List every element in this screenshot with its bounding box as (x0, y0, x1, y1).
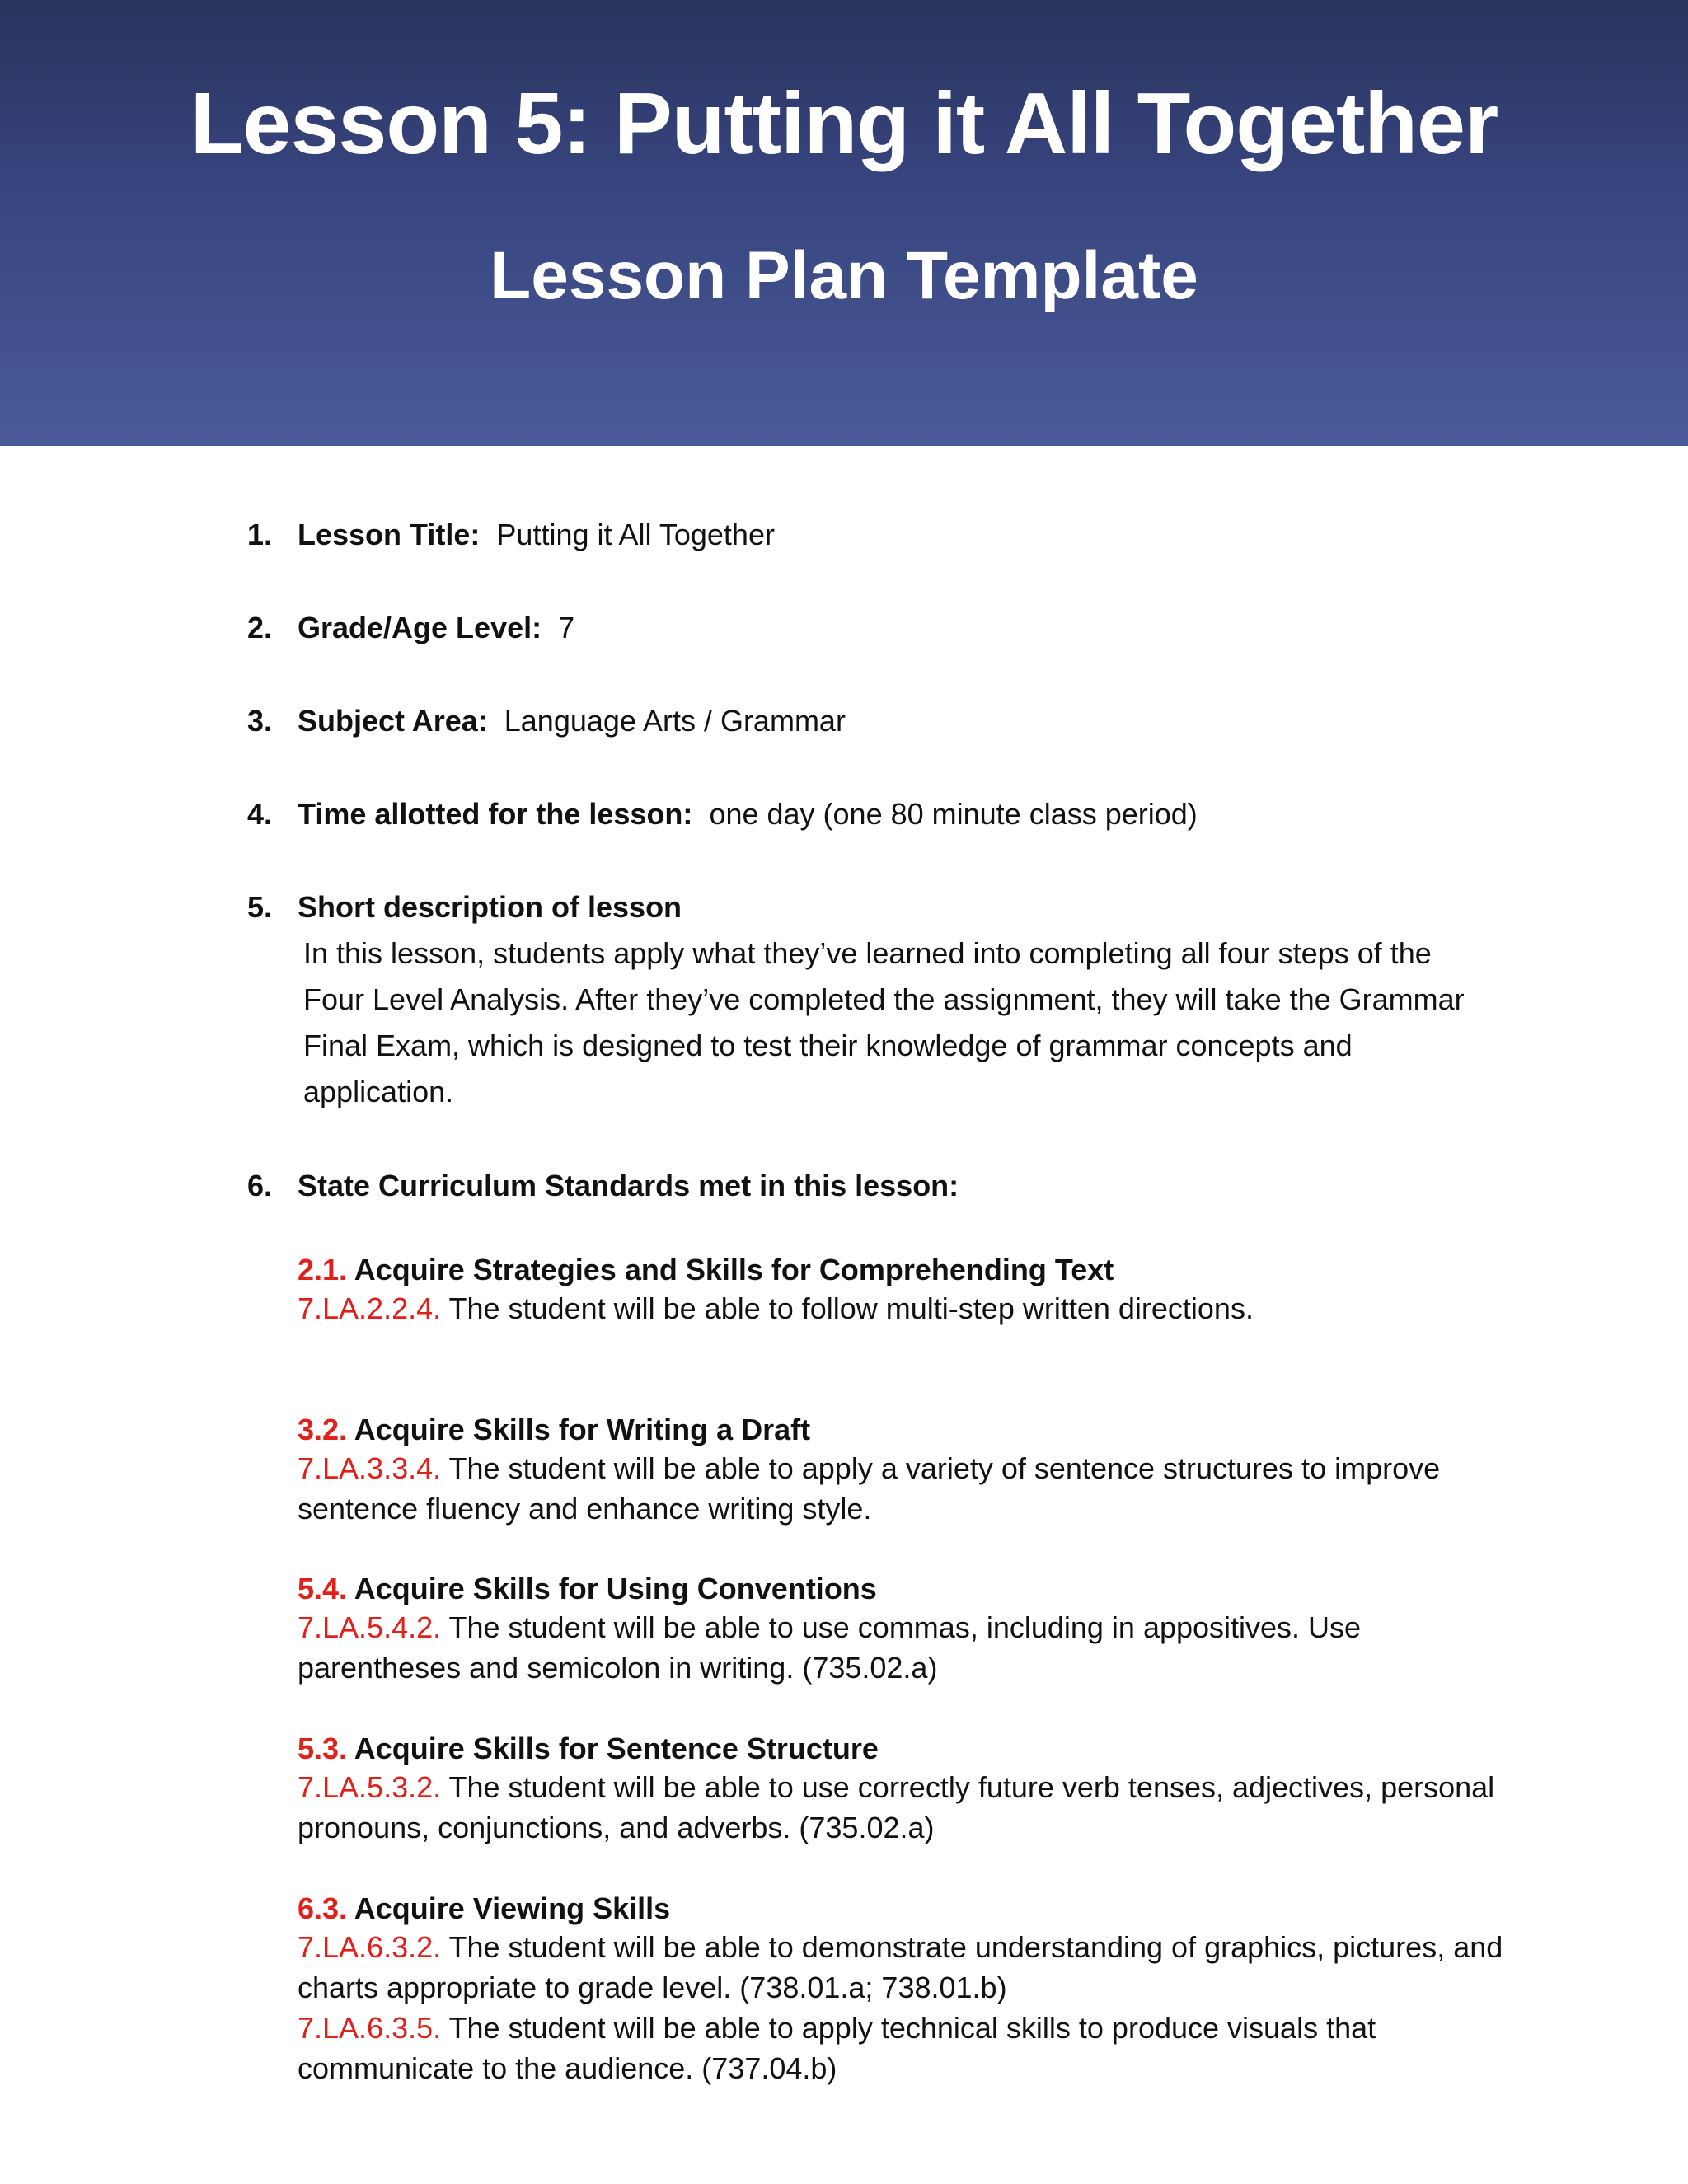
item-label-text: State Curriculum Standards met in this lesson: (298, 1169, 959, 1202)
lesson-description: In this lesson, students apply what they’ve learned into completing all four steps of the Four Level Analysis. After they’ve completed the assignment, they will take the Grammar Final Exam, which is designed to test their knowledge of grammar concepts and application. (303, 936, 1465, 1108)
standard-entry (298, 1607, 1517, 1688)
entry-code: 7.LA.3.3.4. (298, 1451, 442, 1485)
item-value: Language Arts / Grammar (504, 704, 846, 738)
item-label-row (298, 605, 574, 651)
item-label-row (298, 512, 775, 558)
page-subtitle: Lesson Plan Template (490, 238, 1198, 313)
entry-text: The student will be able to demonstrate understanding of graphics, pictures, and charts appropriate to grade level. (738.01.a; 738.01.b) (298, 1930, 1503, 2004)
standard-code: 5.3. (298, 1732, 348, 1765)
item-number: 1. (247, 518, 273, 551)
item-label-text: Short description of lesson (298, 890, 682, 924)
entry-code: 7.LA.5.4.2. (298, 1610, 442, 1644)
page-title: Lesson 5: Putting it All Together (190, 75, 1498, 172)
standard-code: 3.2. (298, 1413, 348, 1446)
standard-code: 6.3. (298, 1891, 348, 1925)
item-label: Lesson Title: (298, 518, 481, 551)
item-value: 7 (558, 611, 575, 644)
entry-text: The student will be able to use correctly future verb tenses, adjectives, personal pronouns, conjunctions, and adverbs. (735.02.a) (298, 1770, 1495, 1844)
standard-heading (298, 1886, 670, 1932)
item-number: 6. (247, 1169, 273, 1202)
item-number: 2. (247, 611, 273, 644)
item-label (298, 884, 682, 930)
item-label: Grade/Age Level: (298, 611, 542, 644)
entry-code: 7.LA.6.3.5. (298, 2011, 442, 2045)
item-number: 4. (247, 797, 273, 831)
entry-text: The student will be able to apply technical skills to produce visuals that communicate to the audience. (737.04.b) (298, 2011, 1376, 2085)
standard-heading (298, 1566, 877, 1612)
standard-heading (298, 1407, 810, 1453)
item-value: one day (one 80 minute class period) (709, 797, 1198, 831)
standard-heading (298, 1726, 879, 1772)
entry-code: 7.LA.2.2.4. (298, 1291, 442, 1325)
entry-code: 7.LA.5.3.2. (298, 1770, 442, 1804)
entry-text: The student will be able to use commas, including in appositives. Use parentheses and semicolon in writing. (735.02.a) (298, 1610, 1362, 1685)
standard-title: Acquire Viewing Skills (354, 1891, 671, 1925)
standard-entry (298, 2008, 1517, 2088)
standard-title: Acquire Skills for Using Conventions (354, 1572, 877, 1605)
item-label: Subject Area: (298, 704, 488, 738)
item-label (298, 1163, 959, 1209)
item-label: Time allotted for the lesson: (298, 797, 693, 831)
standard-title: Acquire Strategies and Skills for Comprehending Text (354, 1253, 1114, 1286)
standard-heading (298, 1247, 1114, 1293)
standard-code: 2.1. (298, 1253, 348, 1286)
item-value: Putting it All Together (496, 518, 775, 551)
item-label-row (298, 698, 846, 744)
standard-entry (298, 1767, 1517, 1848)
entry-text: The student will be able to apply a variety of sentence structures to improve sentence fluency and enhance writing style. (298, 1451, 1441, 1526)
standard-entry (298, 1927, 1517, 2008)
entry-code: 7.LA.6.3.2. (298, 1930, 442, 1964)
item-label-row (298, 791, 1198, 837)
standard-code: 5.4. (298, 1572, 348, 1605)
item-number: 3. (247, 704, 273, 738)
standard-title: Acquire Skills for Sentence Structure (354, 1732, 879, 1765)
standard-entry (298, 1448, 1517, 1529)
standard-title: Acquire Skills for Writing a Draft (354, 1413, 811, 1446)
entry-text: The student will be able to follow multi-step written directions. (448, 1291, 1254, 1325)
item-number: 5. (247, 890, 273, 924)
header-banner (0, 0, 1688, 446)
standard-entry (298, 1288, 1517, 1329)
